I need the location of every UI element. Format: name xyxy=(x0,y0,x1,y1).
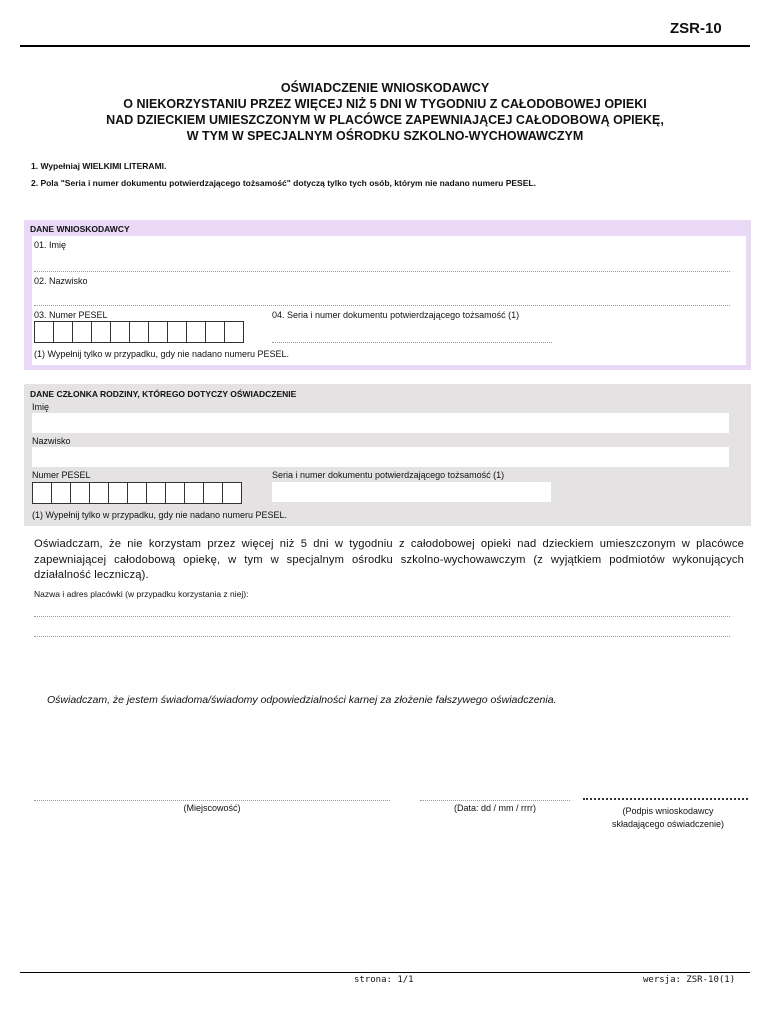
applicant-pesel-boxes[interactable] xyxy=(34,321,243,343)
family-pesel-label: Numer PESEL xyxy=(32,470,91,480)
title-line-3: NAD DZIECKIEM UMIESZCZONYM W PLACÓWCE ZAPEWNIAJĄCEJ CAŁODOBOWĄ OPIEKĘ, xyxy=(106,113,664,127)
facility-field-line-2[interactable] xyxy=(34,636,730,637)
place-label: (Miejscowość) xyxy=(183,803,241,813)
pesel-digit-box[interactable] xyxy=(53,321,73,343)
pesel-digit-box[interactable] xyxy=(184,482,204,504)
applicant-footnote: (1) Wypełnij tylko w przypadku, gdy nie nadano numeru PESEL. xyxy=(34,349,290,359)
pesel-digit-box[interactable] xyxy=(91,321,111,343)
signature-label xyxy=(583,805,753,831)
pesel-digit-box[interactable] xyxy=(165,482,185,504)
statement-text: Oświadczam, że nie korzystam przez więcej niż 5 dni w tygodniu z całodobowej opieki nad dzieckiem umieszczonym w placówce zapewniającej całodobową opiekę, w tym w specjalnym ośrodku szkolno-wychowawczym (z wyjątkiem podmiotów wykonujących działalność leczniczą). xyxy=(34,538,744,582)
instructions xyxy=(31,158,536,192)
pesel-digit-box[interactable] xyxy=(51,482,71,504)
signature-field[interactable] xyxy=(583,798,748,800)
signature-label-line-2: składającego oświadczenie) xyxy=(611,819,725,829)
family-member-section-header: DANE CZŁONKA RODZINY, KTÓREGO DOTYCZY OŚWIADCZENIE xyxy=(30,389,297,399)
pesel-digit-box[interactable] xyxy=(110,321,130,343)
form-title xyxy=(0,80,770,144)
pesel-digit-box[interactable] xyxy=(34,321,54,343)
date-field[interactable] xyxy=(420,800,570,801)
applicant-last-name-label: 02. Nazwisko xyxy=(34,276,88,286)
pesel-digit-box[interactable] xyxy=(146,482,166,504)
signature-label-line-1: (Podpis wnioskodawcy xyxy=(622,806,714,816)
family-last-name-label: Nazwisko xyxy=(32,436,71,446)
pesel-digit-box[interactable] xyxy=(32,482,52,504)
footer-rule xyxy=(20,972,750,973)
pesel-digit-box[interactable] xyxy=(108,482,128,504)
instruction-2: 2. Pola "Seria i numer dokumentu potwierdzającego tożsamość" dotyczą tylko tych osób, którym nie nadano numeru PESEL. xyxy=(31,178,536,188)
pesel-digit-box[interactable] xyxy=(222,482,242,504)
applicant-pesel-label: 03. Numer PESEL xyxy=(34,310,108,320)
family-member-section xyxy=(24,384,751,526)
family-id-doc-label: Seria i numer dokumentu potwierdzającego tożsamość (1) xyxy=(272,470,505,480)
family-last-name-field[interactable] xyxy=(32,447,729,467)
title-line-4: W TYM W SPECJALNYM OŚRODKU SZKOLNO-WYCHOWAWCZYM xyxy=(186,129,584,143)
declaration-text: Oświadczam, że jestem świadoma/świadomy odpowiedzialności karnej za złożenie fałszywego oświadczenia. xyxy=(47,694,557,706)
top-rule xyxy=(20,45,750,47)
pesel-digit-box[interactable] xyxy=(148,321,168,343)
applicant-id-doc-field[interactable] xyxy=(272,342,552,343)
pesel-digit-box[interactable] xyxy=(129,321,149,343)
family-pesel-boxes[interactable] xyxy=(32,482,241,504)
applicant-section-body xyxy=(32,236,746,365)
pesel-digit-box[interactable] xyxy=(167,321,187,343)
pesel-digit-box[interactable] xyxy=(203,482,223,504)
form-code: ZSR-10 xyxy=(670,20,722,37)
pesel-digit-box[interactable] xyxy=(72,321,92,343)
pesel-digit-box[interactable] xyxy=(205,321,225,343)
family-first-name-field[interactable] xyxy=(32,413,729,433)
pesel-digit-box[interactable] xyxy=(89,482,109,504)
pesel-digit-box[interactable] xyxy=(127,482,147,504)
footer-version: wersja: ZSR-10(1) xyxy=(643,975,736,985)
pesel-digit-box[interactable] xyxy=(224,321,244,343)
applicant-id-doc-label: 04. Seria i numer dokumentu potwierdzającego tożsamość (1) xyxy=(272,310,520,320)
pesel-digit-box[interactable] xyxy=(186,321,206,343)
applicant-section-header: DANE WNIOSKODAWCY xyxy=(30,224,130,234)
pesel-digit-box[interactable] xyxy=(70,482,90,504)
date-label: (Data: dd / mm / rrrr) xyxy=(453,803,536,813)
family-id-doc-field[interactable] xyxy=(272,482,551,502)
facility-field-line-1[interactable] xyxy=(34,616,730,617)
applicant-first-name-field[interactable] xyxy=(34,271,730,272)
applicant-first-name-label: 01. Imię xyxy=(34,240,67,250)
place-field[interactable] xyxy=(34,800,390,801)
instruction-1: 1. Wypełniaj WIELKIMI LITERAMI. xyxy=(31,161,167,171)
applicant-section xyxy=(24,220,751,370)
title-line-1: OŚWIADCZENIE WNIOSKODAWCY xyxy=(280,81,490,95)
facility-label: Nazwa i adres placówki (w przypadku korzystania z niej): xyxy=(34,589,249,599)
title-line-2: O NIEKORZYSTANIU PRZEZ WIĘCEJ NIŻ 5 DNI W TYGODNIU Z CAŁODOBOWEJ OPIEKI xyxy=(123,97,647,111)
applicant-last-name-field[interactable] xyxy=(34,305,730,306)
family-first-name-label: Imię xyxy=(32,402,50,412)
family-footnote: (1) Wypełnij tylko w przypadku, gdy nie nadano numeru PESEL. xyxy=(32,510,288,520)
footer-page-number: strona: 1/1 xyxy=(354,975,414,985)
